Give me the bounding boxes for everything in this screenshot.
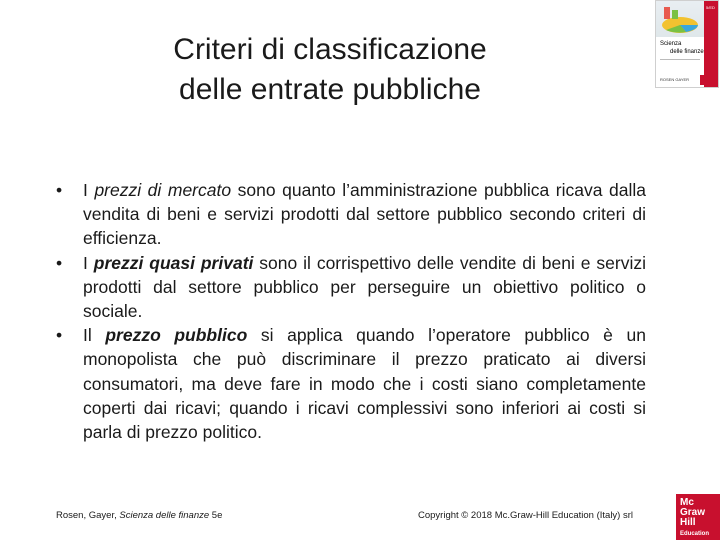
bullet-term: prezzi di mercato [94,180,232,200]
mcgraw-hill-logo [676,494,720,540]
bullet-icon: • [56,252,63,273]
logo-line4: Education [680,531,710,537]
bullet-icon: • [56,325,63,346]
bullet-list [56,178,646,444]
book-cover-divider [660,59,700,60]
book-cover-publisher-logo [700,75,710,85]
bullet-text-pre: Il [83,325,106,346]
logo-line1: Mc [680,497,694,508]
bullet-item [56,323,646,444]
book-cover-thumbnail [655,0,719,88]
book-cover-title-line2: delle finanze [670,49,704,55]
bullet-text-post: sono il corrispettivo delle vendite di beni e servizi prodotti dal settore pubblico per perseguire un obiettivo politico o sociale. [83,252,646,322]
footer-citation-book: Scienza delle finanze [119,510,210,521]
bullet-icon: • [56,180,63,200]
book-cover-footer: ROSEN GAYER [660,77,690,82]
slide-title-line1: Criteri di classificazione [173,33,487,66]
slide-title-line2: delle entrate pubbliche [179,73,481,106]
footer-copyright: Copyright © 2018 Mc.Graw-Hill Education (Italy) srl [418,510,634,521]
book-cover-edition: 5/ED [706,5,715,10]
bullet-text-pre: I [83,180,95,200]
logo-line3: Hill [680,517,696,528]
bullet-term: prezzi quasi privati [93,252,254,273]
bullet-text-post: sono quanto l’amministrazione pubblica ricava dalla vendita di beni e servizi prodotti dal settore pubblico secondo criteri di efficienza. [83,180,646,249]
book-cover-title-line1: Scienza [660,41,682,47]
footer-citation-edition: 5e [209,510,223,521]
footer-citation-authors: Rosen, Gayer, [56,510,120,521]
bullet-text-pre: I [83,252,94,273]
footer-citation [56,510,222,521]
bullet-item [56,251,646,324]
bullet-text-post: si applica quando l’operatore pubblico è un monopolista che può discriminare il prezzo praticato ai diversi consumatori, ma deve fare in modo che i costi siano completamente coperti dai ricavi; quando i ricavi complessivi sono inferiori ai costi si parla di prezzo politico. [83,325,646,443]
bullet-term: prezzo pubblico [105,325,248,346]
logo-line2: Graw [680,507,706,518]
slide-title [60,30,600,110]
bullet-item [56,178,646,251]
